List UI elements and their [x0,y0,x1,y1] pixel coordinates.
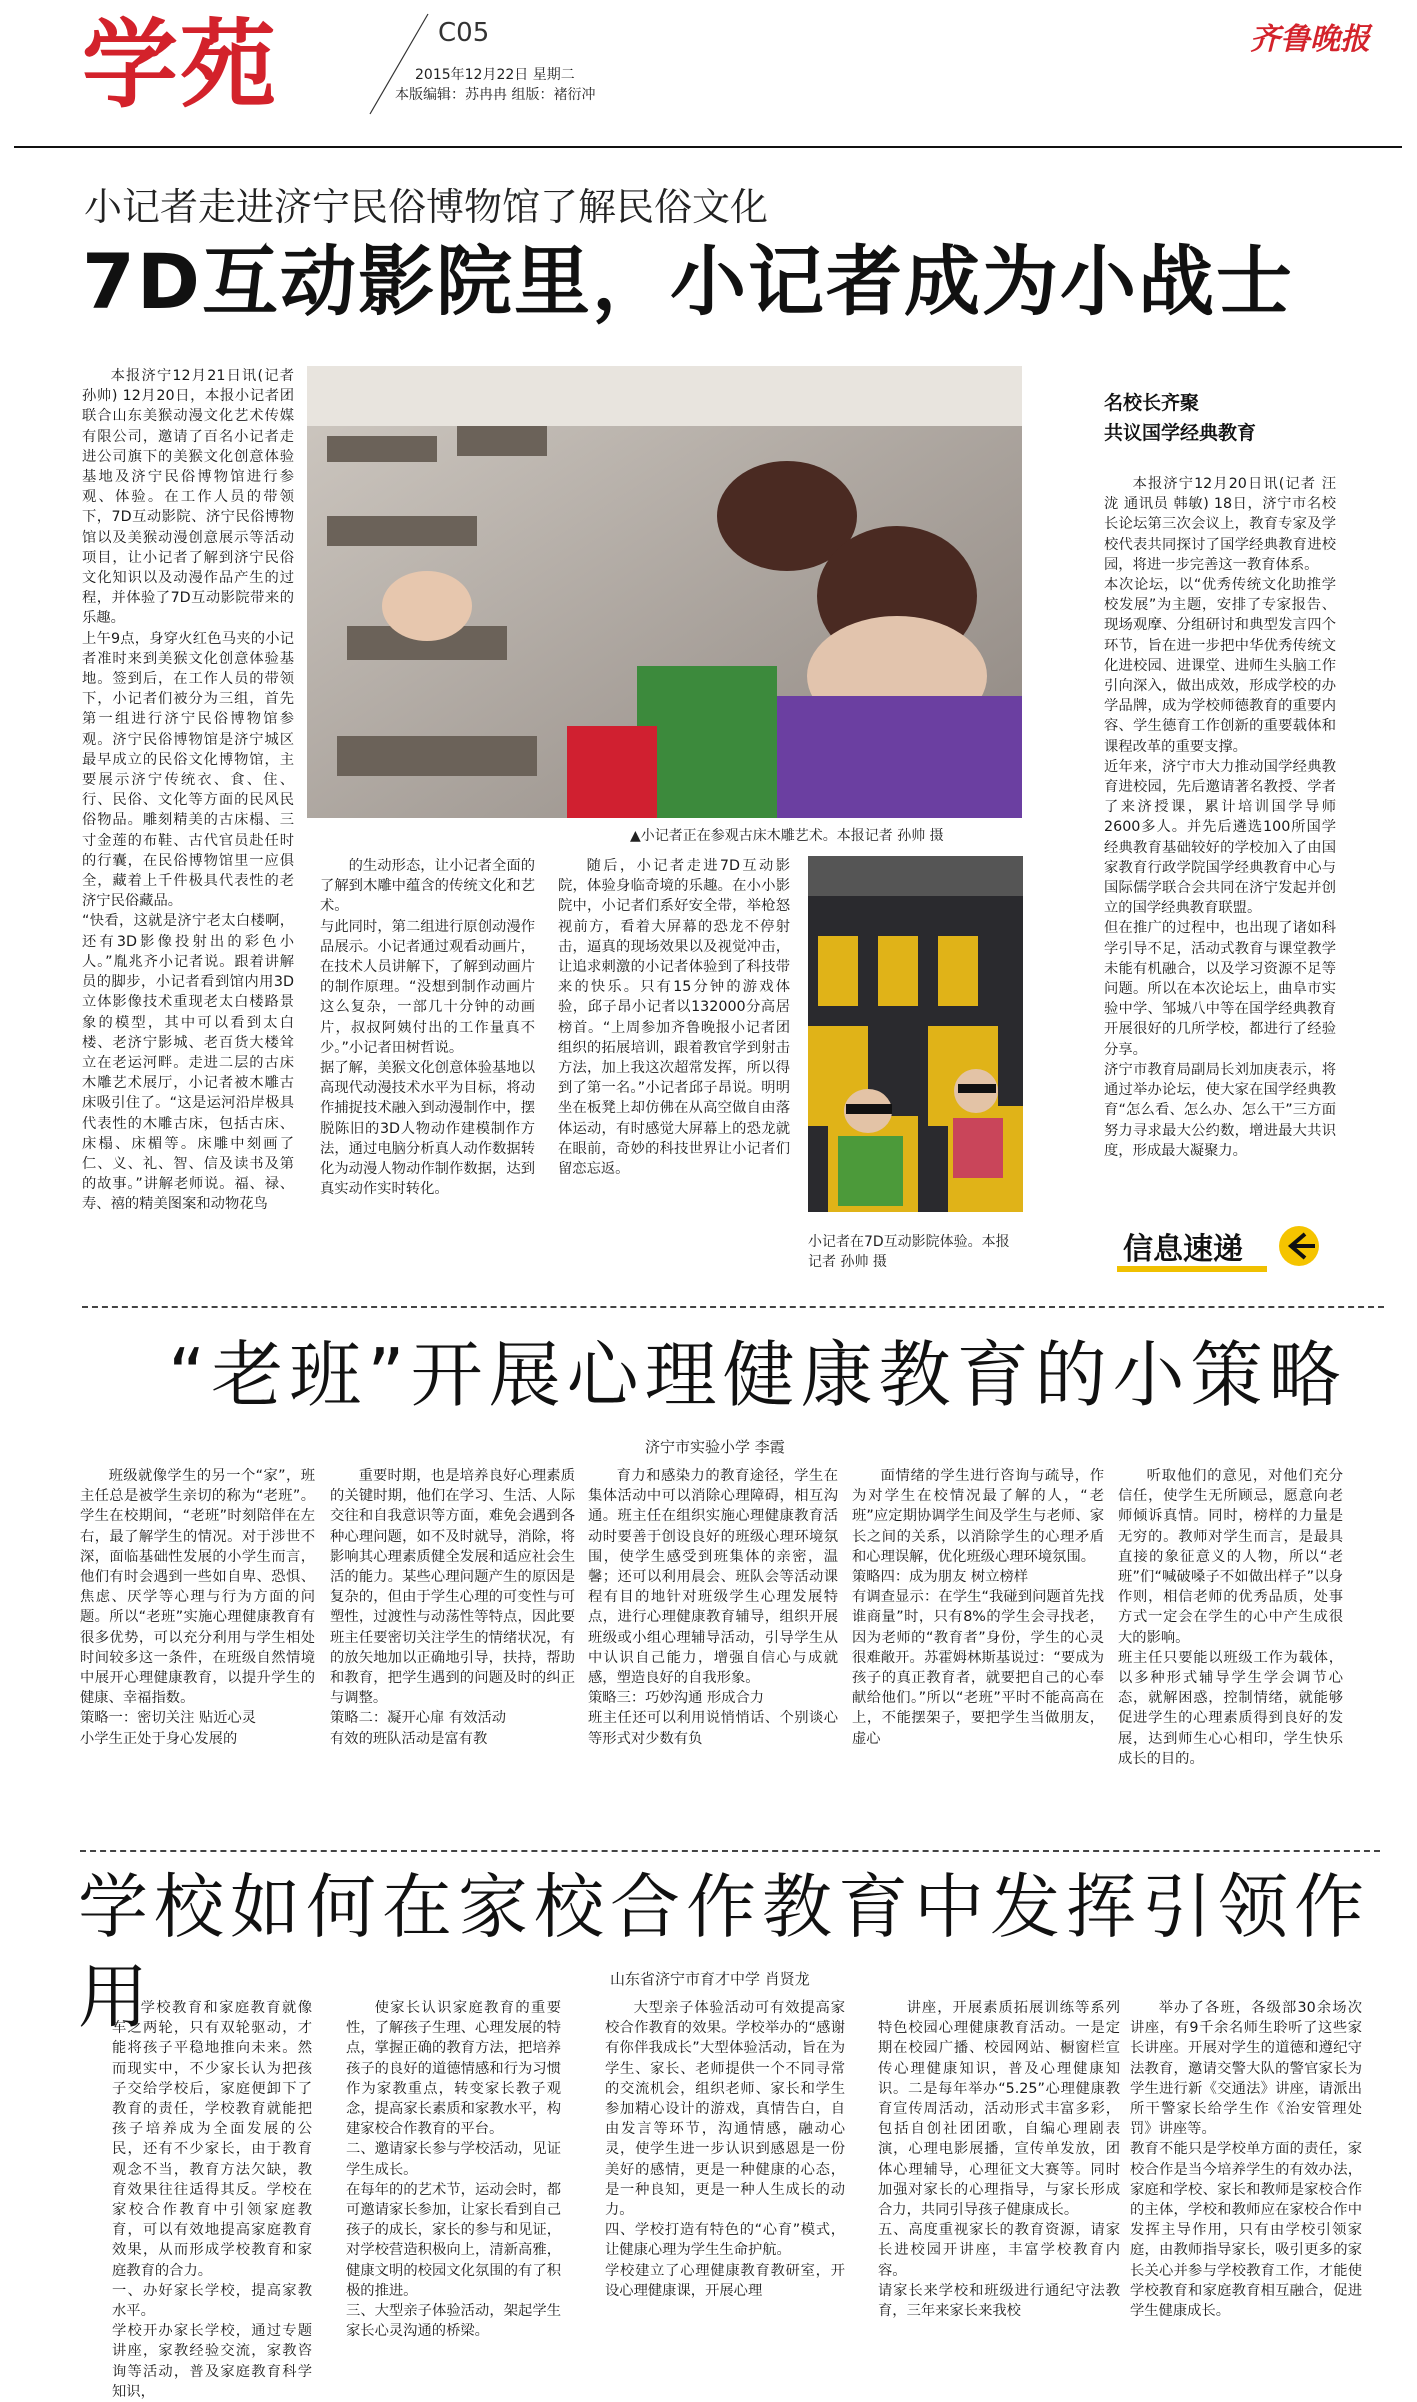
article3-column-3: 大型亲子体验活动可有效提高家校合作教育的效果。学校举办的“感谢有你伴我成长”大型体验活动，旨在为学生、家长、老师提供一个不同寻常的交流机会，组织老师、家长和学生参加精心设计的游戏，真情告白，自由发言等环节，沟通情感，融动心灵，使学生进一步认识到感恩是一份美好的感情，更是一种健康的心态，是一种良知，更是一种人生成长的动力。 四、学校打造有特色的“心育”模式，让健康心理为学生生命护航。 学校建立了心理健康教育教研室，开设心理健康课，开展心理 [605,2000,845,2299]
article1-column-2: 的生动形态，让小记者全面的了解到木雕中蕴含的传统文化和艺术。 与此同时，第二组进行原创动漫作品展示。小记者通过观看动画片，在技术人员讲解下，了解到动画片的制作原理。“没想到制作动画片这么复杂，一部几十分钟的动画片，叔叔阿姨付出的工作量真不少。”小记者田树哲说。 据了解，美猴文化创意体验基地以高现代动漫技术水平为目标，将动作捕捉技术融入到动漫制作中，摆脱陈旧的3D人物动作建模制作方法，通过电脑分析真人动作数据转化为动漫人物动作制作数据，达到真实动作实时转化。 [320,858,535,1198]
article2-column-4: 面情绪的学生进行咨询与疏导，作为对学生在校情况最了解的人，“老班”应定期协调学生间及学生与老师、家长之间的关系，以消除学生的心理矛盾和心理误解，优化班级心理环境氛围。 策略四：成为朋友 树立榜样 有调查显示：在学生“我碰到问题首先找谁商量”时，只有8%的学生会寻找老，因为老师的“教育者”身份，学生的心灵很难敞开。苏霍姆林斯基说过：“要成为孩子的真正教育者，就要把自己的心奉献给他们。”所以“老班”平时不能高高在上，不能摆架子，要把学生当做朋友，虚心 [852,1468,1104,1747]
article3-column-1: 学校教育和家庭教育就像车之两轮，只有双轮驱动，才能将孩子平稳地推向未来。然而现实中，不少家长认为把孩子交给学校后，家庭便卸下了教育的责任，学校教育就能把孩子培养成为全面发展的公民，还有不少家长，由于教育观念不当，教育方法欠缺，教育效果往往适得其反。学校在家校合作教育中引领家庭教育，可以有效地提高家庭教育效果，从而形成学校教育和家庭教育的合力。 一、办好家长学校，提高家教水平。 学校开办家长学校，通过专题讲座，家教经验交流，家教咨询等活动，普及家庭教育科学知识， [112,2000,312,2400]
article2-column-1: 班级就像学生的另一个“家”，班主任总是被学生亲切的称为“老班”。学生在校期间，“老班”时刻陪伴在左右，最了解学生的情况。对于涉世不深，面临基础性发展的小学生而言，他们有时会遇到一些如自卑、恐惧、焦虑、厌学等心理与行为方面的问题。所以“老班”实施心理健康教育有很多优势，可以充分利用与学生相处时间较多这一条件，在班级自然情境中展开心理健康教育，以提升学生的健康、幸福指数。 策略一：密切关注 贴近心灵 小学生正处于身心发展的 [80,1468,315,1747]
arrow-icon [1277,1218,1321,1274]
badge-label: 信息速递 [1123,1232,1243,1267]
sidebar-heading-2: 共议国学经典教育 [1104,422,1257,444]
page-number: C05 [438,18,490,48]
museum-photo-caption: ▲小记者正在参观古床木雕艺术。本报记者 孙帅 摄 [630,828,944,844]
article3-column-4: 讲座，开展素质拓展训练等系列特色校园心理健康教育活动。一是定期在校园广播、校园网站、橱窗栏宣传心理健康知识，普及心理健康知识。二是每年举办“5.25”心理健康教育宣传周活动，活动形式丰富多彩，包括自创社团团歌，自编心理剧表演，心理电影展播，宣传单发放，团体心理辅导，心理征文大赛等。同时加强对家长的心理指导，与家长形成合力，共同引导孩子健康成长。 五、高度重视家长的教育资源，请家长进校园开讲座，丰富学校教育内容。 请家长来学校和班级进行通纪守法教育，三年来家长来我校 [878,2000,1120,2320]
section-logo: 学苑 [82,9,278,121]
article2-byline: 济宁市实验小学 李霞 [645,1438,785,1456]
museum-photo [307,366,1022,818]
editor-credits: 本版编辑：苏冉冉 组版：褚衍冲 [395,87,596,103]
article1-column-1: 本报济宁12月21日讯(记者 孙帅) 12月20日，本报小记者团联合山东美猴动漫文化艺术传媒有限公司，邀请了百名小记者走进公司旗下的美猴文化创意体验基地及济宁民俗博物馆进行参观、体验。在工作人员的带领下，7D互动影院、济宁民俗博物馆以及美猴动漫创意展示等活动项目，让小记者了解到济宁民俗文化知识以及动漫作品产生的过程，并体验了7D互动影院带来的乐趣。 上午9点，身穿火红色马夹的小记者准时来到美猴文化创意体验基地。签到后，在工作人员的带领下，小记者们被分为三组，首先第一组进行济宁民俗博物馆参观。济宁民俗博物馆是济宁城区最早成立的民俗文化博物馆，主要展示济宁传统衣、食、住、行、民俗、文化等方面的民风民俗物品。雕刻精美的古床榻、三寸金莲的布鞋、古代官员赴任时的行囊，在民俗博物馆里一应俱全，藏着上千件极具代表性的老济宁民俗藏品。 “快看，这就是济宁老太白楼啊，还有3D影像投射出的彩色小人。”胤兆齐小记者说。跟着讲解员的脚步，小记者看到馆内用3D立体影像技术重现老太白楼路景象的模型，其中可以看到太白楼、老济宁影城、老百货大楼耸立在老运河畔。走进二层的古床木雕艺术展厅，小记者被木雕古床吸引住了。“这是运河沿岸极具代表性的木雕古床，包括古床、床榻、床楣等。床雕中刻画了仁、义、礼、智、信及读书及第的故事。”讲解老师说。福、禄、寿、禧的精美图案和动物花鸟 [82,368,294,1213]
newspaper-brand-logo: 齐鲁晚报 [1250,22,1370,57]
section-divider-2 [80,1850,1380,1852]
article1-column-3: 随后，小记者走进7D互动影院，体验身临奇境的乐趣。在小小影院中，小记者们系好安全带，举枪怒视前方，看着大屏幕的恐龙不停射击，逼真的现场效果以及视觉冲击，让追求刺激的小记者体验到了科技带来的快乐。只有15分钟的游戏体验，邱子昂小记者以132000分高居榜首。“上周参加齐鲁晚报小记者团组织的拓展培训，跟着教官学到射击方法，加上我这次超常发挥，所以得到了第一名。”小记者邱子昂说。明明坐在板凳上却仿佛在从高空做自由落体运动，有时感觉大屏幕上的恐龙就在眼前，奇妙的科技世界让小记者们留恋忘返。 [558,858,790,1178]
section-divider-1 [82,1306,1384,1308]
article3-column-5: 举办了各班，各级部30余场次讲座，有9千余名师生聆听了这些家长讲座。开展对学生的道德和遵纪守法教育，邀请交警大队的警官家长为学生进行新《交通法》讲座，请派出所干警家长给学生作《治安管理处罚》讲座等。 教育不能只是学校单方面的责任，家校合作是当今培养学生的有效办法，家庭和学校、家长和教师是家校合作的主体，学校和教师应在家校合作中发挥主导作用，只有由学校引领家庭，由教师指导家长，吸引更多的家长关心并参与学校教育工作，才能使学校教育和家庭教育相互融合，促进学生健康成长。 [1130,2000,1362,2320]
article2-column-2: 重要时期，也是培养良好心理素质的关键时期，他们在学习、生活、人际交往和自我意识等方面，难免会遇到各种心理问题，如不及时就导，消除，将影响其心理素质健全发展和适应社会生活的能力。某些心理问题产生的原因是复杂的，但由于学生心理的可变性与可塑性，过渡性与动荡性等特点，因此要班主任要密切关注学生的情绪状况，有的放矢地加以正确地引导，扶持，帮助和教育，把学生遇到的问题及时的纠正与调整。 策略二：凝开心扉 有效活动 有效的班队活动是富有教 [330,1468,575,1747]
sidebar-body: 本报济宁12月20日讯(记者 汪泷 通讯员 韩敏) 18日，济宁市名校长论坛第三次会议上，教育专家及学校代表共同探讨了国学经典教育进校园，将进一步完善这一教育体系。 本次论坛，以“优秀传统文化助推学校发展”为主题，安排了专家报告、现场观摩、分组研讨和典型发言四个环节，旨在进一步把中华优秀传统文化进校园、进课堂、进师生头脑工作引向深入，做出成效，形成学校的办学品牌，成为学校师德教育的重要内容、学生德育工作创新的重要载体和课程改革的重要支撑。 近年来，济宁市大力推动国学经典教育进校园，先后邀请著名教授、学者了来济授课，累计培训国学导师2600多人。并先后遴选100所国学经典教育基础较好的学校加入了由国家教育行政学院国学经典教育中心与国际儒学联合会共同在济宁发起并创立的国学经典教育联盟。 但在推广的过程中，也出现了诸如科学引导不足，活动式教育与课堂教学未能有机融合，以及学习资源不足等问题。所以在本次论坛上，曲阜市实验中学、邹城八中等在国学经典教育开展很好的几所学校，都进行了经验分享。 济宁市教育局副局长刘加庚表示，将通过举办论坛，使大家在国学经典教育“怎么看、怎么办、怎么干”三方面努力寻求最大公约数，增进最大共识度，形成最大凝聚力。 [1104,476,1336,1159]
cinema-photo [808,856,1023,1212]
article3-byline: 山东省济宁市育才中学 肖贤龙 [610,1970,810,1988]
masthead [0,0,1417,150]
article2-headline: “老班”开展心理健康教育的小策略 [168,1333,1347,1417]
article2-column-3: 育力和感染力的教育途径，学生在集体活动中可以消除心理障碍，相互沟通。班主任在组织实施心理健康教育活动时要善于创设良好的班级心理环境氛围，使学生感受到班集体的亲密，温馨；还可以利用晨会、班队会等活动课程有目的地针对班级学生心理发展特点，进行心理健康教育辅导，组织开展班级或小组心理辅导活动，引导学生从中认识自己能力，增强自信心与成就感，塑造良好的自我形象。 策略三：巧妙沟通 形成合力 班主任还可以利用说悄悄话、个别谈心等形式对少数有负 [588,1468,838,1747]
info-express-badge [1117,1212,1317,1282]
article2-column-5: 听取他们的意见，对他们充分信任，使学生无所顾忌，愿意向老师倾诉真情。同时，榜样的力量是无穷的。教师对学生而言，是最具直接的象征意义的人物，所以“老班”们“喊破嗓子不如做出样子”以身作则，相信老师的优秀品质，处事方式一定会在学生的心中产生成很大的影响。 班主任只要能以班级工作为载体，以多种形式辅导学生学会调节心态，就解困惑，控制情绪，就能够促进学生的心理素质得到良好的发展，达到师生心心相印，学生快乐成长的目的。 [1118,1468,1343,1767]
article1-headline: 7D互动影院里，小记者成为小战士 [82,237,1294,326]
article3-headline: 学校如何在家校合作教育中发挥引领作用 [78,1866,1370,2038]
sidebar-heading-1: 名校长齐聚 [1104,392,1200,414]
article1-kicker: 小记者走进济宁民俗博物馆了解民俗文化 [84,185,769,229]
masthead-rule [14,146,1402,148]
issue-date: 2015年12月22日 星期二 [415,67,575,83]
cinema-photo-caption: 小记者在7D互动影院体验。本报记者 孙帅 摄 [808,1234,1010,1270]
article3-column-2: 使家长认识家庭教育的重要性，了解孩子生理、心理发展的特点，掌握正确的教育方法，把培养孩子的良好的道德情感和行为习惯作为家教重点，转变家长教子观念，提高家长素质和家教水平，构建家校合作教育的平台。 二、邀请家长参与学校活动，见证学生成长。 在每年的的艺术节，运动会时，都可邀请家长参加，让家长看到自己孩子的成长，家长的参与和见证，对学校营造积极向上，清新高雅，健康文明的校园文化氛围的有了积极的推进。 三、大型亲子体验活动，架起学生家长心灵沟通的桥梁。 [346,2000,561,2340]
